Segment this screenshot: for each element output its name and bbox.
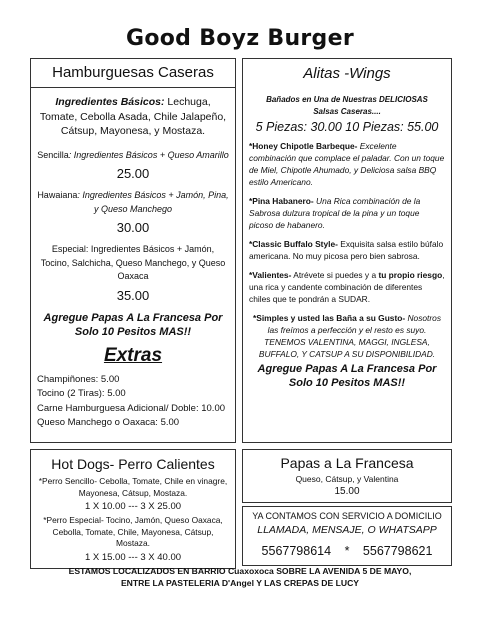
- sauce-honey-chipotle: [249, 140, 445, 188]
- hotdog-price: 1 X 15.00 --- 3 X 40.00: [84, 551, 182, 563]
- burger-sencilla: [37, 149, 229, 163]
- sauce-valientes: [249, 269, 445, 305]
- extra-item: Queso Manchego o Oaxaca: 5.00: [37, 417, 180, 428]
- burger-desc: : Ingredientes Básicos + Jamón, Tocino, Salchicha, Queso Manchego, y Queso Oaxaca: [40, 244, 226, 281]
- location-line: ENTRE LA PASTELERIA D'Angel Y LAS CREPAS DE LUCY: [120, 578, 360, 588]
- papas-desc: Queso, Cátsup, y Valentina: [295, 474, 399, 484]
- sauce-desc: Atrévete si puedes y a: [291, 270, 379, 280]
- burger-name: Especial: [51, 244, 86, 254]
- sauce-desc: Nosotros las freímos a perfección y el resto es suyo. TENEMOS VALENTINA, MAGGI, INGLESA, BUFFALO, Y CATSUP A SU DISPONIBILIDAD.: [258, 313, 442, 359]
- burger-desc: : Ingredientes Básicos + Queso Amarillo: [68, 149, 229, 160]
- sauce-desc: , una rica y candente combinación de diferentes chiles que te pondrán a SUDAR.: [249, 270, 445, 304]
- hotdogs-header: Hot Dogs- Perro Calientes: [51, 456, 215, 472]
- hamburguesas-section: [30, 58, 236, 443]
- alitas-section: [242, 58, 452, 443]
- basic-ingredients-label: Ingredientes Básicos:: [55, 96, 165, 108]
- hamburguesas-header: Hamburguesas Caseras: [31, 64, 235, 88]
- hotdog-name: *Perro Especial-: [43, 515, 104, 525]
- papas-header: Papas a La Francesa: [280, 455, 414, 471]
- sauce-name: *Pina Habanero-: [249, 196, 314, 206]
- fries-promo: Agregue Papas A La Francesa Por Solo 10 Pesitos MAS!!: [43, 311, 223, 338]
- burger-desc: : Ingredientes Básicos + Jamón, Pina, y Queso Manchego: [77, 190, 229, 214]
- sauce-desc: Una Rica combinación de la Sabrosa dulzura tropical de la pina y un toque picoso de habanero.: [249, 196, 421, 230]
- delivery-heading: YA CONTAMOS CON SERVICIO A DOMICILIO: [252, 511, 442, 521]
- sauce-desc-bold: tu propio riesgo: [378, 270, 443, 280]
- phone-separator: *: [344, 544, 350, 558]
- hotdog-price: 1 X 10.00 --- 3 X 25.00: [84, 501, 182, 512]
- sauce-name: *Honey Chipotle Barbeque-: [249, 141, 358, 151]
- extra-item: Carne Hamburguesa Adicional/ Doble: 10.00: [37, 402, 226, 414]
- sauce-name: *Simples y usted las Baña a su Gusto-: [252, 313, 406, 323]
- phone-number: 5567798621: [362, 544, 433, 558]
- burger-hawaiana: [37, 189, 229, 216]
- phone-numbers: [249, 544, 445, 558]
- hotdog-desc: Cebolla, Tomate, Chile en vinagre, Mayonesa, Cátsup, Mostaza.: [78, 476, 228, 498]
- sauce-classic-buffalo: [249, 238, 445, 262]
- burger-name: Hawaiana: [37, 190, 78, 200]
- extra-item: Tocino (2 Tiras): 5.00: [37, 388, 126, 399]
- hotdog-desc: Tocino, Jamón, Queso Oaxaca, Cebolla, Tomate, Chile, Mayonesa, Cátsup, Mostaza.: [52, 515, 223, 548]
- sauce-name: *Classic Buffalo Style-: [249, 239, 338, 249]
- menu-title: Good Boyz Burger: [126, 26, 354, 51]
- fries-promo-wings: Agregue Papas A La Francesa Por Solo 10 Pesitos MAS!!: [257, 363, 437, 389]
- hotdog-sencillo: [37, 476, 229, 499]
- burger-name: Sencilla: [37, 149, 69, 160]
- burger-especial: [37, 243, 229, 284]
- alitas-prices: 5 Piezas: 30.00 10 Piezas: 55.00: [255, 120, 439, 134]
- burger-price: 35.00: [116, 287, 150, 303]
- location-line: ESTAMOS LOCALIZADOS EN BARRIO Cuaxoxoca SOBRE LA AVENIDA 5 DE MAYO,: [68, 566, 412, 576]
- basic-ingredients: [37, 95, 229, 139]
- sauce-pina-habanero: [249, 195, 445, 231]
- sauce-desc: Excelente combinación que complace el paladar. Con un toque de Miel, Chipotle Ahumado, y Deliciosa salsa BBQ estilo Americano.: [249, 141, 445, 187]
- basic-ingredients-text: Lechuga, Tomate, Cebolla Asada, Chile Jalapeño, Cátsup, Mayonesa, y Mostaza.: [39, 96, 227, 137]
- extras-header: Extras: [103, 344, 163, 366]
- burger-price: 25.00: [116, 166, 150, 181]
- papas-price: 15.00: [334, 486, 360, 497]
- contact-section: [242, 506, 452, 566]
- alitas-header: Alitas -Wings: [303, 65, 391, 82]
- sauce-desc: Exquisita salsa estilo búfalo americana. No muy picosa pero bien sabrosa.: [249, 239, 444, 261]
- papas-section: [242, 449, 452, 503]
- hotdog-especial: [37, 515, 229, 550]
- sauce-name: *Valientes-: [249, 270, 292, 280]
- extra-item: Champiñones: 5.00: [37, 373, 120, 385]
- hotdog-name: *Perro Sencillo-: [38, 476, 97, 486]
- burger-price: 30.00: [116, 220, 150, 235]
- hotdogs-section: [30, 449, 236, 569]
- location-footer: [14, 565, 466, 589]
- sauce-simples: [249, 312, 445, 360]
- contact-methods: LLAMADA, MENSAJE, O WHATSAPP: [257, 524, 437, 536]
- phone-number: 5567798614: [261, 544, 332, 558]
- alitas-sub: Bañados en Una de Nuestras DELICIOSAS Salsas Caseras....: [266, 95, 428, 116]
